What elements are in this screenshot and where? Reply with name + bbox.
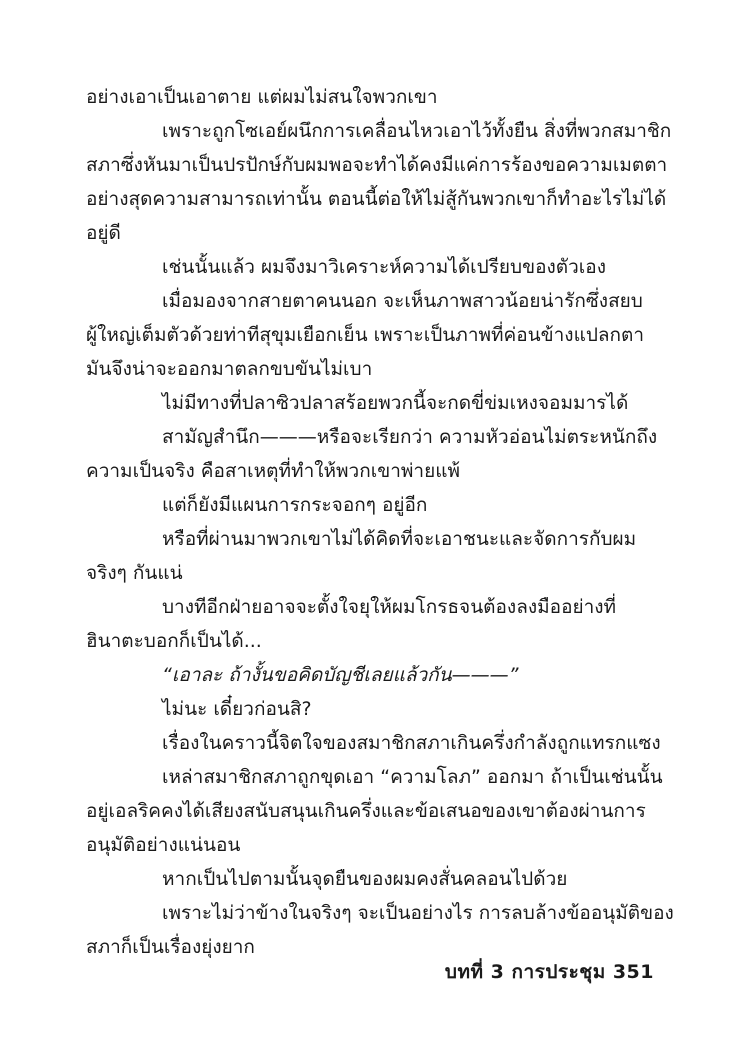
- paragraph: [86, 692, 654, 726]
- paragraph: [86, 862, 654, 896]
- paragraph: [86, 488, 654, 522]
- text-line: ฮินาตะบอกก็เป็นได้...: [86, 630, 262, 652]
- text-line: จริงๆ กันแน่: [86, 562, 183, 584]
- text-line: อย่างเอาเป็นเอาตาย แต่ผมไม่สนใจพวกเขา: [86, 86, 438, 108]
- text-line: เช่นนั้นแล้ว ผมจึงมาวิเคราะห์ความได้เปรียบของตัวเอง: [162, 256, 606, 278]
- text-line: อย่างสุดความสามารถเท่านั้น ตอนนี้ต่อให้ไม่สู้กันพวกเขาก็ทำอะไรไม่ได้: [86, 188, 667, 210]
- text-line: อนุมัติอย่างแน่นอน: [86, 834, 241, 856]
- paragraph: [86, 250, 654, 284]
- text-line: เพราะไม่ว่าข้างในจริงๆ จะเป็นอย่างไร การลบล้างข้ออนุมัติของ: [162, 902, 674, 924]
- text-line: ความเป็นจริง คือสาเหตุที่ทำให้พวกเขาพ่ายแพ้: [86, 460, 460, 482]
- text-line: อยู่ดี: [86, 222, 121, 244]
- text-line: สภาก็เป็นเรื่องยุ่งยาก: [86, 936, 255, 958]
- text-line: “เอาละ ถ้างั้นขอคิดบัญชีเลยแล้วกัน———”: [162, 664, 519, 686]
- text-line: ผู้ใหญ่เต็มตัวด้วยท่าทีสุขุมเยือกเย็น เพราะเป็นภาพที่ค่อนข้างแปลกตา: [86, 324, 645, 346]
- text-line: ไม่มีทางที่ปลาซิวปลาสร้อยพวกนี้จะกดขี่ข่มเหงจอมมารได้: [162, 392, 629, 414]
- text-line: บางทีอีกฝ่ายอาจจะตั้งใจยุให้ผมโกรธจนต้องลงมืออย่างที่: [162, 596, 617, 618]
- paragraph: [86, 726, 661, 760]
- paragraph: [86, 284, 654, 386]
- page-body: [86, 80, 674, 964]
- text-line: มันจึงน่าจะออกมาตลกขบขันไม่เบา: [86, 358, 373, 380]
- paragraph: [86, 80, 654, 114]
- text-line: แต่ก็ยังมีแผนการกระจอกๆ อยู่อีก: [162, 494, 428, 516]
- paragraph: [86, 386, 654, 420]
- text-line: หากเป็นไปตามนั้นจุดยืนของผมคงสั่นคลอนไปด้วย: [162, 868, 568, 890]
- text-line: เพราะถูกโซเอย์ผนึกการเคลื่อนไหวเอาไว้ทั้งยืน สิ่งที่พวกสมาชิก: [162, 120, 672, 142]
- page-footer: บทที่ 3 การประชุม 351: [444, 961, 654, 983]
- text-line: เหล่าสมาชิกสภาถูกขุดเอา “ความโลภ” ออกมา ถ้าเป็นเช่นนั้น: [162, 766, 663, 788]
- text-line: เมื่อมองจากสายตาคนนอก จะเห็นภาพสาวน้อยน่ารักซึ่งสยบ: [162, 290, 643, 312]
- text-line: สามัญสำนึก———หรือจะเรียกว่า ความหัวอ่อนไม่ตระหนักถึง: [162, 426, 658, 448]
- text-line: ไม่นะ เดี๋ยวก่อนสิ?: [162, 698, 312, 720]
- paragraph: [86, 420, 658, 488]
- text-line: หรือที่ผ่านมาพวกเขาไม่ได้คิดที่จะเอาชนะและจัดการกับผม: [162, 528, 637, 550]
- text-line: เรื่องในคราวนี้จิตใจของสมาชิกสภาเกินครึ่งกำลังถูกแทรกแซง: [162, 732, 661, 754]
- text-line: สภาซึ่งหันมาเป็นปรปักษ์กับผมพอจะทำได้คงมีแค่การร้องขอความเมตตา: [86, 154, 668, 176]
- paragraph: [86, 896, 674, 964]
- paragraph: [86, 760, 663, 862]
- paragraph: [86, 658, 654, 692]
- paragraph: [86, 590, 654, 658]
- paragraph: [86, 114, 672, 250]
- paragraph: [86, 522, 654, 590]
- text-line: อยู่เอลริคคงได้เสียงสนับสนุนเกินครึ่งและข้อเสนอของเขาต้องผ่านการ: [86, 800, 646, 822]
